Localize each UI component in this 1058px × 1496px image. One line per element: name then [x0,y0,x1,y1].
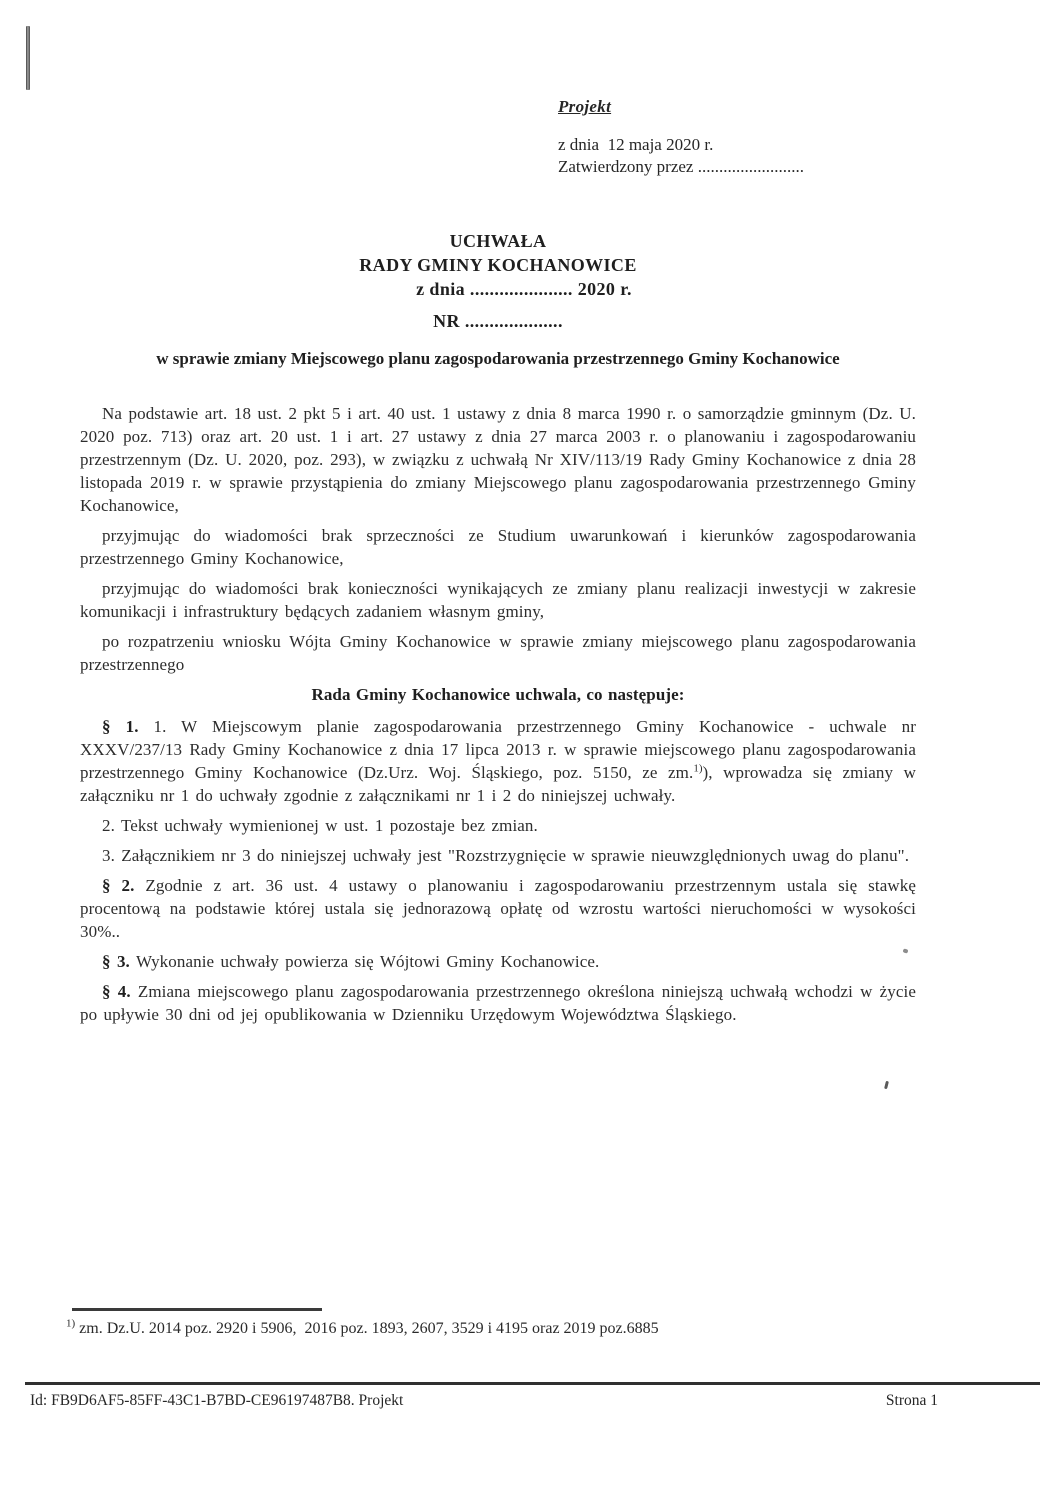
footer-separator [25,1382,1040,1385]
footer-page-number: Strona 1 [885,1392,938,1409]
scan-artifact-comma [884,1081,889,1089]
section-3-text: Wykonanie uchwały powierza się Wójtowi Gminy Kochanowice. [129,952,600,971]
resolution-body [80,402,916,1033]
projekt-label: Projekt [558,97,612,116]
legal-basis-paragraph: Na podstawie art. 18 ust. 2 pkt 5 i art. 40 ust. 1 ustawy z dnia 8 marca 1990 r. o samorządzie gminnym (Dz. U. 2020 poz. 713) oraz art. 20 ust. 1 i art. 27 ustawy z dnia 27 marca 2003 r. o planowaniu i zagospodarowaniu przestrzennym (Dz. U. 2020, poz. 293), w związku z uchwałą Nr XIV/113/19 Rady Gminy Kochanowice z dnia 28 listopada 2019 r. w sprawie przystąpienia do zmiany Miejscowego planu zagospodarowania przestrzennego Gminy Kochanowice, [80,404,916,515]
resolution-date-line: z dnia ..................... 2020 r. [416,279,632,299]
section-4-marker: § 4. [102,982,131,1001]
section-2-paragraph [80,874,916,943]
section-1-text: 1. W Miejscowym planie zagospodarowania przestrzennego Gminy Kochanowice - uchwale nr XXXV/237/13 Rady Gminy Kochanowice z dnia 17 lipca 2013 r. w sprawie miejscowego planu zagospodarowania przestrzennego Gminy Kochanowice (Dz.Urz. Woj. Śląskiego, poz. 5150, ze zm. [80,717,916,782]
resolution-number-line: NR .................... [433,311,563,331]
page-footer [30,1392,938,1410]
section-4-paragraph [80,980,916,1026]
preamble-paragraph-2: przyjmując do wiadomości brak sprzeczności ze Studium uwarunkowań i kierunków zagospodarowania przestrzennego Gminy Kochanowice, [80,526,916,568]
section-4-text: Zmiana miejscowego planu zagospodarowania przestrzennego określona niniejszą uchwałą wchodzi w życie po upływie 30 dni od jej opublikowania w Dzienniku Urzędowym Województwa Śląskiego. [80,982,916,1024]
section-1-ust-2: 2. Tekst uchwały wymienionej w ust. 1 pozostaje bez zmian. [102,816,538,835]
footnote-separator [72,1308,322,1311]
footnote-text [66,1317,659,1338]
preamble-paragraph-4: po rozpatrzeniu wniosku Wójta Gminy Kochanowice w sprawie zmiany miejscowego planu zagospodarowania przestrzennego [80,632,916,674]
footer-document-id: Id: FB9D6AF5-85FF-43C1-B7BD-CE96197487B8. Projekt [30,1392,404,1409]
section-1-marker: § 1. [102,717,139,736]
section-1-paragraph [80,715,916,807]
preamble-paragraph-3: przyjmując do wiadomości brak konieczności wynikających ze zmiany planu realizacji inwestycji w zakresie komunikacji i infrastruktury będących zadaniem własnym gminy, [80,579,916,621]
section-1-text-continued: ), wprowadza się zmiany w załączniku nr 1 do uchwały zgodnie z załącznikami nr 1 i 2 do niniejszej uchwały. [80,763,916,805]
draft-date-line: z dnia 12 maja 2020 r. [558,135,714,154]
approved-by-line: Zatwierdzony przez ......................... [558,157,804,176]
footnote-reference: 1) [693,762,703,775]
section-2-marker: § 2. [102,876,135,895]
resolution-title-block [80,229,916,333]
enacting-clause: Rada Gminy Kochanowice uchwala, co następuje: [311,685,685,704]
section-2-text: Zgodnie z art. 36 ust. 4 ustawy o planowaniu i zagospodarowaniu przestrzennym ustala się stawkę procentową na podstawie której ustala się jednorazową opłatę od wzrostu wartości nieruchomości w wysokości 30%.. [80,876,916,941]
resolution-title: UCHWAŁA [449,231,547,251]
section-3-paragraph [80,950,916,973]
council-name: RADY GMINY KOCHANOWICE [359,255,637,275]
footnote-content: zm. Dz.U. 2014 poz. 2920 i 5906, 2016 poz. 1893, 2607, 3529 i 4195 oraz 2019 poz.6885 [75,1320,659,1337]
footnote-marker: 1) [66,1317,76,1330]
resolution-subject: w sprawie zmiany Miejscowego planu zagospodarowania przestrzennego Gminy Kochanowice [156,349,840,368]
draft-header [558,96,804,178]
scan-artifact-vertical-line [26,26,30,90]
section-1-ust-3: 3. Załącznikiem nr 3 do niniejszej uchwały jest "Rozstrzygnięcie w sprawie nieuwzględnionych uwag do planu". [102,846,910,865]
section-3-marker: § 3. [102,952,130,971]
